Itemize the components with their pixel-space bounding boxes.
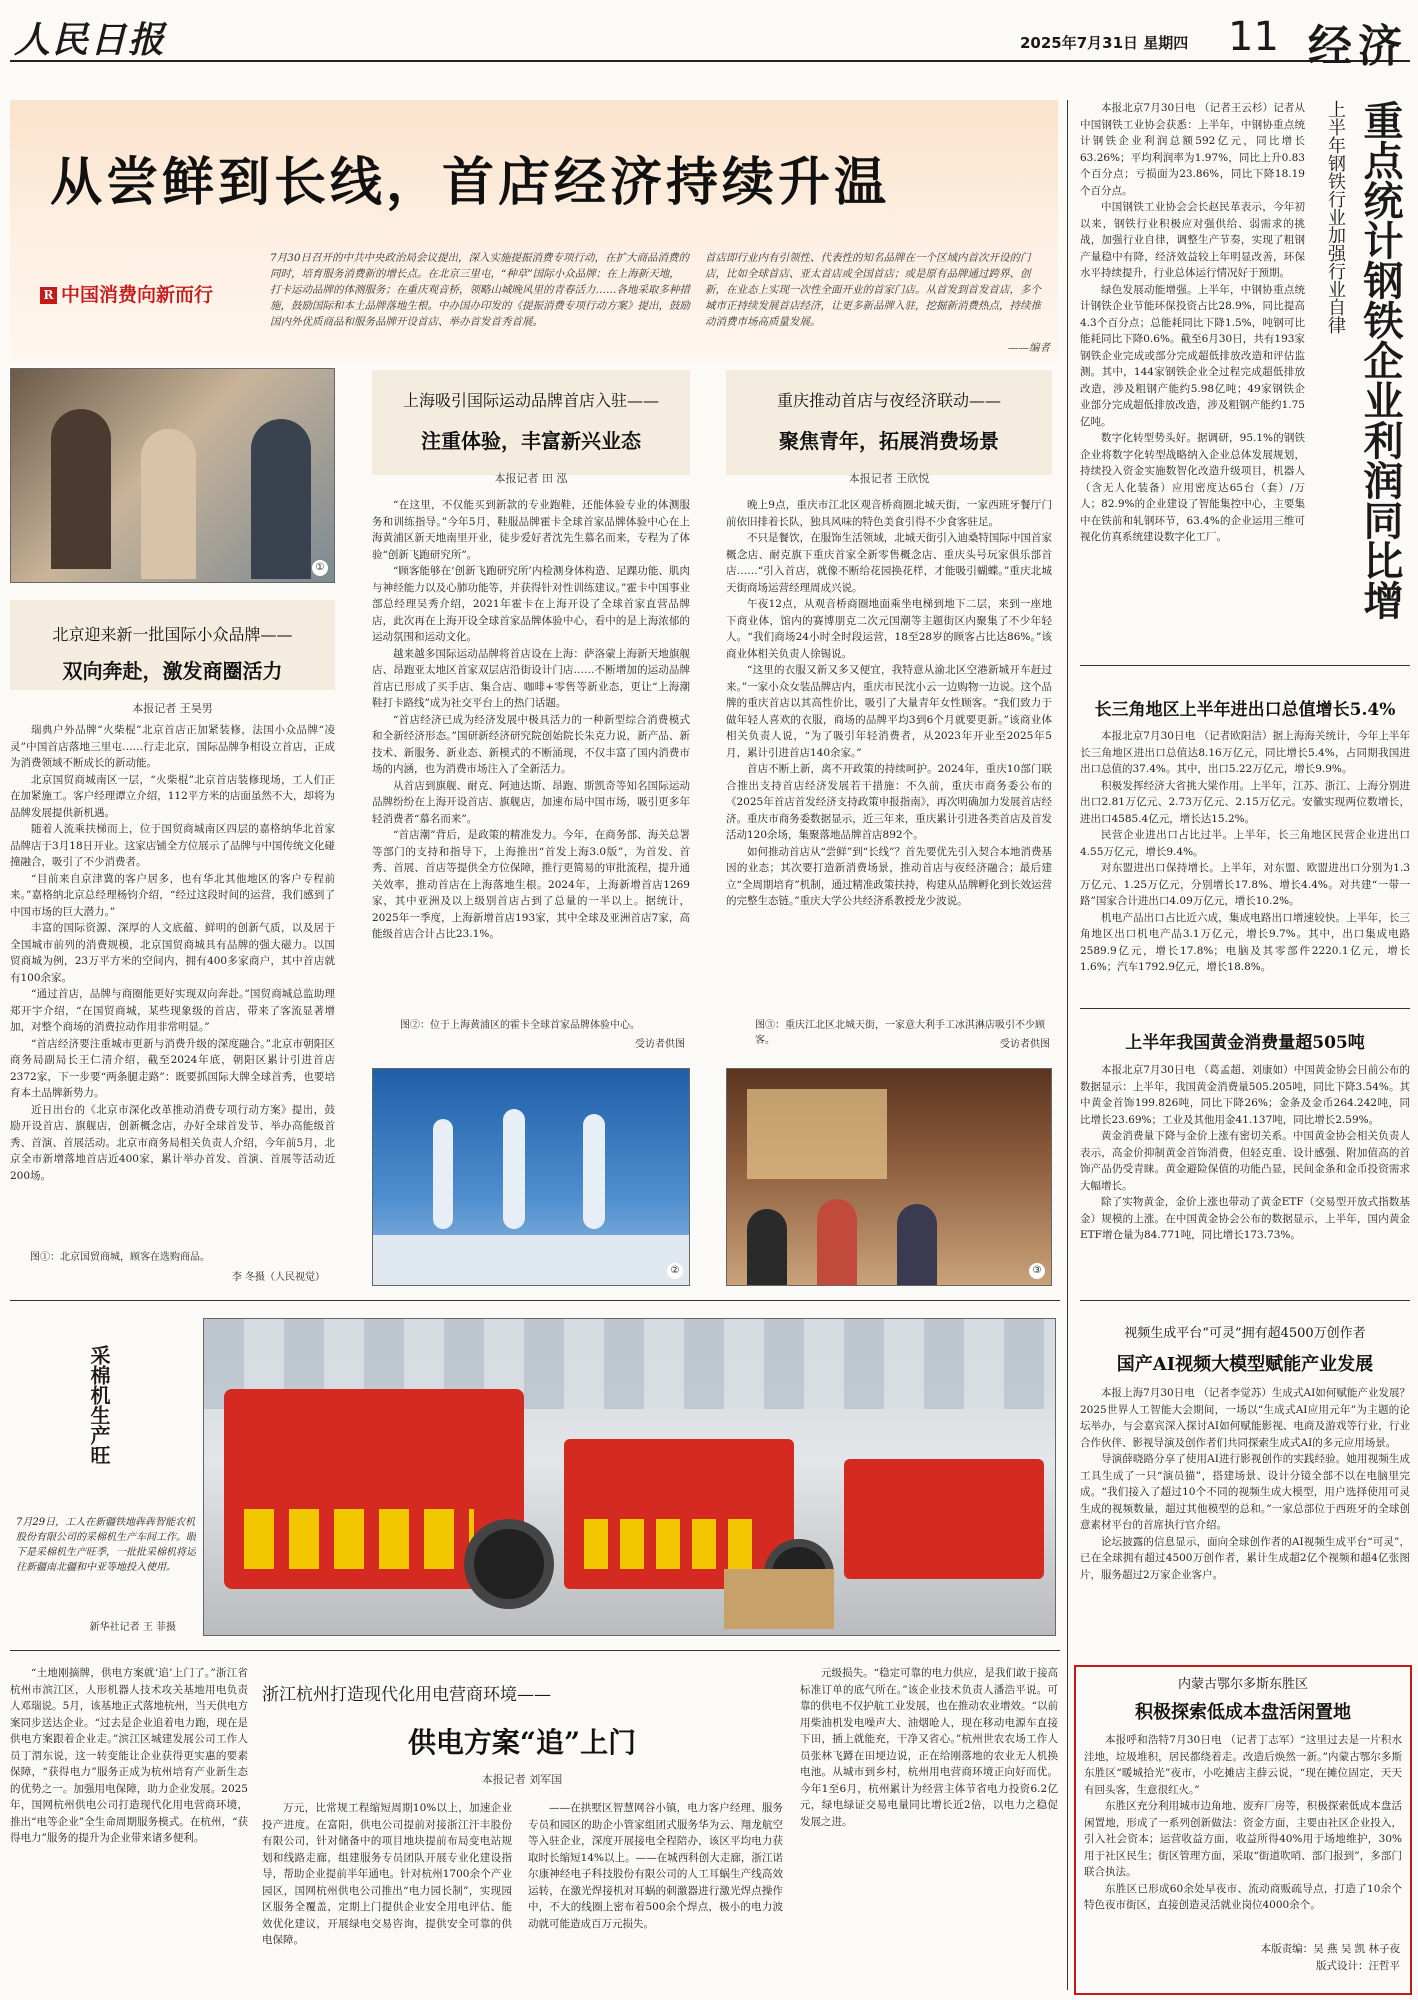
feature-intro-right: 首店即行业内有引领性、代表性的知名品牌在一个区域内首次开设的门店，比如全球首店、亚太首店或全国首店；或是原有品牌通过跨界、创新，在业态上实现一次性全面开业的首家门店。从首发到首发首店，多个城市正持续发展首店经济，让更多新品牌入驻，挖掘新消费热点，持续推动消费市场高质量发展。 — [705, 252, 1041, 328]
paragraph: 晚上9点，重庆市江北区观音桥商圈北城天街，一家西班牙餐厅门前依旧排着长队，独具风味的特色美食引得不少食客驻足。 — [726, 499, 1052, 528]
paragraph: 本报北京7月30日电 （葛孟超、刘康如）中国黄金协会日前公布的数据显示：上半年，我国黄金消费量505.205吨，同比下降3.54%。其中黄金首饰199.826吨，同比下降26%；金条及金币264.242吨，同比增长23.69%；工业及其他用金41.137吨，同比增长2.59%。 — [1080, 1064, 1410, 1126]
photo3-caption: 图③：重庆江北区北城天街，一家意大利手工冰淇淋店吸引不少顾客。 — [755, 1020, 1045, 1046]
paragraph: 中国钢铁工业协会会长赵民革表示，今年初以来，钢铁行业积极应对强供给、弱需求的挑战，加强行业自律，调整生产节奏，实现了粗钢产量稳中有降，经济效益较上年明显改善，环保水平持续提升，行业总体运行情况好于预期。 — [1080, 201, 1305, 279]
article-chongqing-byline: 本报记者 王欣悦 — [848, 472, 930, 485]
article-beijing-byline: 本报记者 王昊男 — [132, 702, 213, 715]
paragraph: 本报北京7月30日电 （记者王云杉）记者从中国钢铁工业协会获悉：上半年，中钢协重点统计钢铁企业利润总额592亿元，同比增长63.26%；平均利润率为1.97%，同比上升0.83个百分点；亏损面为23.86%，同比下降18.19个百分点。 — [1080, 102, 1305, 197]
article-ai-headline: 国产AI视频大模型赋能产业发展 — [1116, 1354, 1374, 1375]
photo-number-3: ③ — [1029, 1263, 1045, 1279]
article-hangzhou-header — [262, 1680, 782, 1787]
article-shanghai-header — [372, 370, 690, 475]
paragraph: 万元，比常规工程缩短周期10%以上，加速企业投产进度。在富阳，供电公司提前对接浙江汗丰股份有限公司，针对储备中的项目地块提前布局变电站规划和线路走廊，组建服务专员团队开展专业化建设指导，帮助企业提前半年通电。针对杭州1700余个产业园区，国网杭州供电公司推出“电力园长制”，实现园区服务全覆盖，定期上门提供企业安全用电评估、能效优化建议，开展绿电交易咨询，提供安全可靠的供电保障。 — [262, 1802, 512, 1946]
photo-number-1: ① — [312, 560, 328, 576]
paragraph: “在这里，不仅能买到新款的专业跑鞋，还能体验专业的体测服务和训练指导。”今年5月，鞋服品牌霍卡全球首家品牌体验中心在上海黄浦区新天地南里开业，徒步爱好者沈先生慕名而来，专程为了体验“创新飞跑研究所”。 — [372, 499, 690, 561]
article-hangzhou-kicker: 浙江杭州打造现代化用电营商环境—— — [262, 1685, 551, 1705]
article-gold-headline: 上半年我国黄金消费量超505吨 — [1125, 1033, 1365, 1053]
article-chongqing-header — [726, 370, 1052, 475]
photo1-caption: 图①：北京国贸商城，顾客在选购商品。 — [30, 1252, 210, 1263]
series-tag-label: 中国消费向新而行 — [61, 284, 214, 306]
article-hangzhou-col2 — [262, 1800, 512, 1995]
photo-chongqing-icecream-shop — [726, 1068, 1052, 1286]
article-shanghai-body — [372, 497, 690, 1002]
paragraph: 随着人流乘扶梯而上，位于国贸商城南区四层的嘉格纳华北首家品牌店于3月18日开业。这家店铺全方位展示了品牌与中国传统文化碰撞融合，吸引了不少消费者。 — [10, 823, 335, 868]
cotton-photo-title: 采棉机生产旺 — [87, 1345, 111, 1465]
paragraph: “首店经济要注重城市更新与消费升级的深度融合。”北京市朝阳区商务局副局长王仁清介绍，截至2024年底，朝阳区累计引进首店2372家，下一步要“两条腿走路”：既要抓国际大牌全球首秀，也要培育本土品牌新势力。 — [10, 1037, 335, 1099]
photo-number-2: ② — [667, 1263, 683, 1279]
section-divider — [10, 1300, 1060, 1301]
paragraph: 机电产品出口占比近六成，集成电路出口增速较快。上半年，长三角地区出口机电产品3.1万亿元，增长9.7%。其中，出口集成电路2589.9亿元，增长17.8%；电脑及其零部件2220.1亿元，增长1.6%；汽车1792.9亿元，增长18.8%。 — [1080, 911, 1410, 973]
article-beijing-headline: 双向奔赴，激发商圈活力 — [62, 659, 283, 683]
column-divider — [1067, 100, 1068, 1990]
paragraph: 越来越多国际运动品牌将首店设在上海：萨洛蒙上海新天地旗舰店、昂跑亚太地区首家双层店沿街设计门店……不断增加的运动品牌首店已形成了买手店、集合店、咖啡+零售等新业态，更让“上海潮鞋打卡路线”成为社交平台上的热门话题。 — [372, 647, 690, 709]
article-beijing-header — [10, 600, 335, 690]
cotton-photo-credit: 新华社记者 王 菲摄 — [89, 1622, 176, 1633]
series-tag — [40, 280, 213, 307]
paragraph: 积极发挥经济大省挑大梁作用。上半年，江苏、浙江、上海分别进出口2.81万亿元、2.73万亿元、2.15万亿元。安徽实现两位数增长，进出口4585.4亿元，增长达15.2%。 — [1080, 779, 1410, 825]
article-ordos-body — [1076, 1724, 1410, 1939]
feature-banner — [10, 100, 1058, 362]
article-beijing-kicker: 北京迎来新一批国际小众品牌—— — [52, 625, 293, 644]
article-hangzhou-headline: 供电方案“追”上门 — [407, 1726, 637, 1759]
section-divider — [1080, 665, 1410, 666]
article-yangtze-body — [1080, 728, 1410, 998]
article-hangzhou-col3 — [528, 1800, 783, 1995]
paragraph: 近日出台的《北京市深化改革推动消费专项行动方案》提出，鼓励开设首店、旗舰店，创新概念店，办好全球首发节、举办高能级首秀、首演、首展活动。北京市商务局相关负责人介绍，今年前5月，北京全市新增落地首店近400家，累计举办首发、首演、首展等活动近200场。 — [10, 1103, 335, 1182]
article-steel-headline: 重点统计钢铁企业利润同比增 — [1357, 100, 1404, 620]
article-ordos-box — [1074, 1665, 1412, 1995]
page-editors: 本版责编：吴 燕 吴 凯 林子夜 — [1260, 1943, 1400, 1955]
photo2-credit: 受访者供图 — [635, 1039, 685, 1050]
page-designer: 版式设计：汪哲平 — [1316, 1960, 1400, 1972]
article-hangzhou-byline: 本报记者 刘军国 — [481, 1773, 563, 1786]
article-hangzhou-col1 — [10, 1665, 248, 1995]
article-hangzhou-col4 — [800, 1665, 1058, 1995]
paragraph: “这里的衣服又新又多又便宜，我特意从渝北区空港新城开车赶过来。”一家小众女装品牌店内，重庆市民沈小云一边购物一边说。这个品牌的重庆首店以其高性价比，吸引了大量青年女性顾客。“我们致力于做年轻人喜欢的衣服，商场的品牌平均3到6个月就要更新。”该商业体相关负责人说，“为了吸引年轻消费者，从2023年开业至2025年5月，累计引进首店140余家。” — [726, 664, 1052, 759]
cotton-photo-caption: 7月29日，工人在新疆铁地犇犇智能农机股份有限公司的采棉机生产车间工作。眼下是采棉机生产旺季，一批批采棉机将运往新疆南北疆和中亚等地投入使用。 — [16, 1517, 196, 1573]
article-ordos-kicker: 内蒙古鄂尔多斯东胜区 — [1177, 1677, 1308, 1692]
article-beijing-body — [10, 722, 335, 1227]
paragraph: 导演薛晓路分享了使用AI进行影视创作的实践经验。她用视频生成工具生成了一只“演员猫”，搭建场景、设计分镜全部不以在电脑里完成。“我们接入了超过10个不同的视频生成大模型，用户选择使用可灵生成的视频数量，超过其他模型的总和。”一家总部位于西班牙的全球创意素材平台的首席执行官介绍。 — [1080, 1453, 1410, 1531]
paragraph: 不只是餐饮，在服饰生活领域，北城天街引入迪桑特国际中国首家概念店、耐克旗下重庆首家全新零售概念店、重庆头号玩家俱乐部首店……“引入首店，就像不断给花园换花样，才能吸引蝴蝶。”重庆北城天街商场运营经理周成兴说。 — [726, 532, 1052, 594]
article-steel-body — [1080, 100, 1305, 650]
photo2-caption: 图②：位于上海黄浦区的霍卡全球首家品牌体验中心。 — [400, 1020, 640, 1031]
paragraph: 绿色发展动能增强。上半年，中钢协重点统计钢铁企业节能环保投资占比28.9%，同比提高4.3个百分点；总能耗同比下降1.5%，吨钢可比能耗同比下降0.6%。截至6月30日，共有193家钢铁企业完成或部分完成超低排放改造和评估监测。其中，144家钢铁企业全过程完成超低排放改造，涉及粗钢产能约5.98亿吨；49家钢铁企业部分完成超低排放改造，涉及粗钢产能约1.75亿吨。 — [1080, 283, 1305, 428]
paragraph: 从首店到旗舰、耐克、阿迪达斯、昂跑、斯凯奇等知名国际运动品牌纷纷在上海开设首店、旗舰店，加速布局中国市场，吸引更多年轻消费者“慕名而来”。 — [372, 779, 690, 825]
newspaper-logo: 人民日报 — [14, 19, 167, 61]
paragraph: 数字化转型势头好。据调研，95.1%的钢铁企业将数字化转型战略纳入企业总体发展规划，持续投入资金实施数智化改造升级项目，机器人（含无人化装备）应用密度达65台（套）/万人；82.9%的企业建设了智能集控中心，主要集中在铁前和轧钢环节，63.4%的企业运用三维可视化仿真系统建设数字化工厂。 — [1080, 432, 1305, 543]
paragraph: 如何推动首店从“尝鲜”到“长线”？首先要优先引入契合本地消费基因的业态；其次要打造新消费场景，推动首店与夜经济融合；最后建立“全周期培育”机制，通过精准政策扶持，构建从品牌孵化到长效运营的完整生态链。”重庆大学公共经济系教授龙少波说。 — [726, 845, 1052, 907]
section-divider — [1080, 1300, 1410, 1301]
section-name: 经济 — [1308, 21, 1408, 72]
article-shanghai-kicker: 上海吸引国际运动品牌首店入驻—— — [402, 391, 659, 410]
paragraph: “目前来自京津冀的客户居多，也有华北其他地区的客户专程前来。”嘉格纳北京总经理杨钧介绍，“经过这段时间的运营，我们感到了中国市场的巨大潜力。” — [10, 872, 335, 918]
paragraph: “顾客能够在‘创新飞跑研究所’内检测身体构造、足踝功能、肌肉与神经能力以及心肺功能等，并获得针对性训练建议。”霍卡中国事业部总经理吴秀介绍，2021年霍卡在上海开设了全球首家直营品牌店，此次再在上海开设全球首家品牌体验中心，看中的是上海浓郁的运动氛围和运动文化。 — [372, 565, 690, 643]
photo-beijing-shoppers — [10, 368, 335, 583]
paragraph: 论坛披露的信息显示，面向全球创作者的AI视频生成平台“可灵”，已在全球拥有超过4500万创作者，累计生成超2亿个视频和超4亿张图片，服务超过2万家企业客户。 — [1080, 1535, 1410, 1581]
article-gold-body — [1080, 1062, 1410, 1292]
paragraph: 本报呼和浩特7月30日电 （记者丁志军）“这里过去是一片积水洼地，垃圾堆积，居民都绕着走。改造后焕然一新。”内蒙古鄂尔多斯东胜区“暖城拾光”夜市，小吃摊店主薛云说，“现在摊位固定，天天有回头客，生意很红火。” — [1084, 1734, 1402, 1796]
paragraph: 民营企业进出口占比过半。上半年，长三角地区民营企业进出口4.55万亿元，增长9.4%。 — [1080, 829, 1410, 858]
issue-date: 2025年7月31日 星期四 — [1020, 34, 1189, 52]
article-steel-kicker: 上半年钢铁行业加强行业自律 — [1325, 100, 1346, 334]
article-chongqing-body — [726, 497, 1052, 1002]
series-tag-icon: R — [40, 287, 57, 304]
article-chongqing-headline: 聚焦青年，拓展消费场景 — [779, 429, 999, 453]
article-yangtze-headline: 长三角地区上半年进出口总值增长5.4% — [1094, 700, 1396, 720]
feature-title: 从尝鲜到长线，首店经济持续升温 — [50, 152, 891, 213]
photo-shanghai-store — [372, 1068, 690, 1286]
photo1-credit: 李 冬摄（人民视觉） — [231, 1272, 325, 1283]
paragraph: 除了实物黄金，金价上涨也带动了黄金ETF（交易型开放式指数基金）规模的上涨。在中国黄金协会公布的数据显示，上半年，国内黄金ETF增仓量为84.771吨，同比增长173.73%。 — [1080, 1196, 1410, 1241]
page-number: 11 — [1228, 14, 1279, 60]
paragraph: 元级损失。“稳定可靠的电力供应，是我们敢于接高标准订单的底气所在。”该企业技术负责人潘浩平说。可靠的供电不仅护航工业发展，也在推动农业增效。“以前用柴油机发电噪声大、油烟呛人，现在移动电源车直接下田，插上就能充，干净又省心。”杭州世农农场工作人员张林飞蹲在田埂边说，正在给刚落地的农业无人机换电池。从城市到乡村，杭州用电营商环境正向好而优。今年1至6月，杭州累计为经营主体节省电力投资6.2亿元，绿电绿证交易电量同比增长近2倍，以电力之稳促发展之进。 — [800, 1667, 1058, 1828]
article-ordos-headline: 积极探索低成本盘活闲置地 — [1135, 1702, 1351, 1723]
paragraph: ——在拱墅区智慧网谷小镇，电力客户经理、服务专员和园区的助企小管家组团式服务华为云、翔龙航空等入驻企业，深度开展接电全程陪办，该区平均电力获取时长缩短14%以上。——在城西科创大走廊，浙江诺尔康神经电子科技股份有限公司的人工耳蜗生产线高效运转，在激光焊接机对耳蜗的刺激器进行激光焊点操作中，不大的线圈上密布着500余个焊点，极小的电力波动就可能造成百万元损失。 — [528, 1802, 783, 1930]
paragraph: 本报北京7月30日电 （记者欧阳洁）据上海海关统计，今年上半年长三角地区进出口总值达8.16万亿元，同比增长5.4%，占同期我国进出口总值的37.4%。其中，出口5.22万亿元，增长9.9%。 — [1080, 730, 1410, 775]
section-divider — [10, 1650, 1060, 1651]
section-divider — [1080, 1008, 1410, 1009]
paragraph: 瑞典户外品牌“火柴棍”北京首店正加紧装修，法国小众品牌“凌灵”中国首店落地三里屯……行走北京，国际品牌争相设立首店，正成为消费领域不断成长的新动能。 — [10, 724, 335, 769]
paragraph: 东胜区已形成60余处早夜市、流动商贩疏导点，打造了10余个特色夜市街区，直接创造灵活就业岗位4000余个。 — [1084, 1882, 1402, 1911]
article-chongqing-kicker: 重庆推动首店与夜经济联动—— — [776, 391, 1001, 410]
paragraph: 黄金消费量下降与金价上涨有密切关系。中国黄金协会相关负责人表示，高金价抑制黄金首饰消费，但轻克重、设计感强、附加值高的首饰产品仍受青睐。黄金避险保值的功能凸显，民间金条和金币投资需求大幅增长。 — [1080, 1130, 1410, 1192]
article-shanghai-headline: 注重体验，丰富新兴业态 — [421, 429, 641, 453]
feature-intro-left: 7月30日召开的中共中央政治局会议提出，深入实施提振消费专项行动，在扩大商品消费的同时，培育服务消费新的增长点。在北京三里屯，“种草”国际小众品牌；在上海新天地，打卡运动品牌的体测服务；在重庆观音桥，领略山城晚风里的青春活力……各地采取多种措施，鼓励国际和本土品牌落地生根。中办国办印发的《提振消费专项行动方案》提出，鼓励国内外优质商品和服务品牌开设首店、举办首发首秀首展。 — [270, 252, 690, 328]
paragraph: “土地刚摘牌，供电方案就‘追’上门了。”浙江省杭州市滨江区，人形机器人技术攻关基地用电负责人邓瑞说。5月，该基地正式落地杭州，当天供电方案同步送达企业。“过去是企业追着电力跑，现在是供电方案跟着企业走。”滨江区城建发展公司工作人员丁渭东说，这一转变能让企业获得更实惠的要素保障，“获得电力”服务正成为杭州培育产业新生态的优势之一。加强用电保障，助力企业发展。2025年，国网杭州供电公司打造现代化用电营商环境，推出“电等企业”全生命周期服务模式。在杭州，“获得电力”服务的提升为企业带来诸多便利。 — [10, 1667, 248, 1844]
paragraph: “通过首店，品牌与商圈能更好实现双向奔赴。”国贸商城总监助理郑开宇介绍，“在国贸商城，某些现象级的首店，带来了客流显著增加，对整个商场的消费拉动作用非常明显。” — [10, 988, 335, 1033]
paragraph: 午夜12点，从观音桥商圈地面乘坐电梯到地下二层，来到一座地下商业体，馆内的赛博朋克二次元国潮等主题街区内聚集了不少年轻人。“我们商场24小时全时段运营，18至28岁的顾客占比达86%。”该商业体相关负责人徐锡说。 — [726, 598, 1052, 660]
masthead — [10, 10, 1410, 72]
paragraph: 对东盟进出口保持增长。上半年，对东盟、欧盟进出口分别为1.3万亿元、1.25万亿元，分别增长17.8%、增长4.4%。对共建“一带一路”国家合计进出口4.09万亿元，增长10.2%。 — [1080, 862, 1410, 907]
editor-note: ——编者 — [1008, 342, 1050, 354]
paragraph: 东胜区充分利用城市边角地、废弃厂房等，积极探索低成本盘活闲置地，形成了一系列创新做法：资金方面，主要由社区企业投入，引入社会资本；运营收益方面，收益所得40%用于场地维护，30%用于社区民生；街区管理方面，采取“街道吹哨、部门报到”，多部门联合执法。 — [1084, 1800, 1402, 1878]
paragraph: “首店经济已成为经济发展中极具活力的一种新型综合消费模式和全新经济形态。”国研新经济研究院创始院长朱克力说，新产品、新技术、新服务、新业态、新模式的不断涌现，不仅丰富了国内消费市场的内涵，也为消费市场注入了全新活力。 — [372, 713, 690, 775]
paragraph: 本报上海7月30日电 （记者李觉苏）生成式AI如何赋能产业发展？2025世界人工智能大会期间，一场以“生成式AI应用元年”为主题的论坛举办，与会嘉宾深入探讨AI如何赋能影视、电商及游戏等行业，行业合作伙伴、影视导演及创作者们共同探索生成式AI的多元应用场景。 — [1080, 1387, 1410, 1449]
article-ai-body — [1080, 1385, 1410, 1655]
article-shanghai-byline: 本报记者 田 泓 — [494, 472, 568, 485]
paragraph: 首店不断上新，离不开政策的持续呵护。2024年，重庆10部门联合推出支持首店经济发展若干措施：不久前，重庆市商务委公布的《2025年首店首发经济支持政策申报指南》，再次明确加力发展首店经济。重庆市商务委数据显示，近三年来，重庆累计引进各类首店及首发活动120余场，集聚落地品牌首店892个。 — [726, 763, 1052, 841]
paragraph: “首店潮”背后，是政策的精准发力。今年，在商务部、海关总署等部门的支持和指导下，上海推出“首发上海3.0版”，为首发、首秀、首展、首店等提供全方位保障，推行更简易的审批流程，提升通关效率，推动首店在上海落地生根。2024年，上海新增首店1269家，其中亚洲及以上级别首店占到了总量的一半以上。据统计，2025年一季度，上海新增首店193家，其中全球及亚洲首店7家，高能级首店合计占比23.1%。 — [372, 829, 690, 940]
paragraph: 丰富的国际资源、深厚的人文底蕴、鲜明的创新气质，以及居于全国城市前列的消费规模，北京国贸商城具有品牌的强大磁力。以国贸商城为例，23万平方米的空间内，拥有400多家商户，其中首店就有100余家。 — [10, 922, 335, 984]
photo-cotton-picker-workshop — [203, 1318, 1056, 1636]
photo3-credit: 受访者供图 — [1000, 1039, 1050, 1050]
paragraph: 北京国贸商城南区一层，“火柴棍”北京首店装修现场，工人们正在加紧施工。客户经理谭立介绍，112平方米的店面虽然不大，却将为品牌发展提供新机遇。 — [10, 773, 335, 819]
article-ai-kicker: 视频生成平台“可灵”拥有超4500万创作者 — [1124, 1326, 1366, 1341]
